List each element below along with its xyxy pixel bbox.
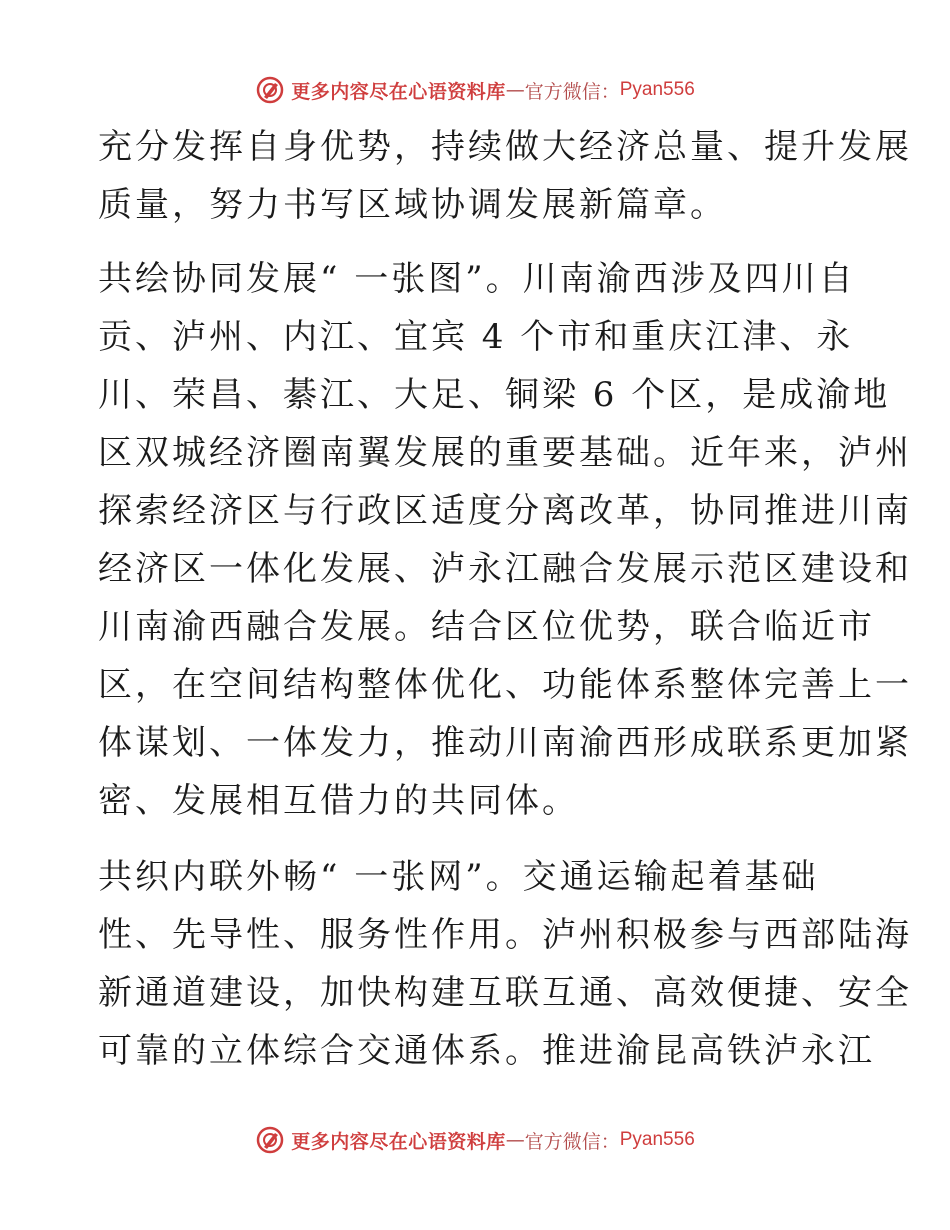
watermark-main-text: 更多内容尽在心语资料库: [291, 80, 506, 103]
text-line: 经济区一体化发展、泸永江融合发展示范区建设和: [98, 549, 912, 589]
text-line: 区，在空间结构整体优化、功能体系整体完善上一: [98, 665, 912, 705]
watermark-main-text: 更多内容尽在心语资料库: [291, 1130, 506, 1153]
text-line: 共织内联外畅“ 一张网”。交通运输起着基础: [98, 857, 819, 897]
text-line: 共绘协同发展“ 一张图”。川南渝西涉及四川自: [98, 259, 856, 299]
text-line: 川南渝西融合发展。结合区位优势，联合临近市: [98, 607, 875, 647]
circular-pen-logo-icon: [255, 1125, 285, 1155]
text-line: 性、先导性、服务性作用。泸州积极参与西部陆海: [98, 915, 912, 955]
text-line: 体谋划、一体发力，推动川南渝西形成联系更加紧: [98, 723, 912, 763]
text-line: 可靠的立体综合交通体系。推进渝昆高铁泸永江: [98, 1031, 875, 1071]
watermark-separator: —: [505, 1129, 525, 1151]
text-line: 充分发挥自身优势，持续做大经济总量、提升发展: [98, 127, 912, 167]
text-line: 新通道建设，加快构建互联互通、高效便捷、安全: [98, 973, 912, 1013]
text-line: 区双城经济圈南翼发展的重要基础。近年来，泸州: [98, 433, 912, 473]
header-watermark: [0, 70, 950, 110]
text-line: 密、发展相互借力的共同体。: [98, 781, 579, 821]
watermark-official-label: 官方微信：: [524, 80, 620, 103]
watermark-separator: —: [505, 79, 525, 101]
text-line: 川、荣昌、綦江、大足、铜梁 6 个区，是成渝地: [98, 375, 891, 415]
footer-watermark: [0, 1120, 950, 1160]
text-line: 质量，努力书写区域协调发展新篇章。: [98, 185, 727, 225]
circular-pen-logo-icon: [255, 75, 285, 105]
text-line: 探索经济区与行政区适度分离改革，协同推进川南: [98, 491, 912, 531]
watermark-official-label: 官方微信：: [524, 1130, 620, 1153]
watermark-wechat-id: Pyan556: [619, 1129, 695, 1150]
text-line: 贡、泸州、内江、宜宾 4 个市和重庆江津、永: [98, 317, 854, 357]
watermark-wechat-id: Pyan556: [619, 79, 695, 100]
